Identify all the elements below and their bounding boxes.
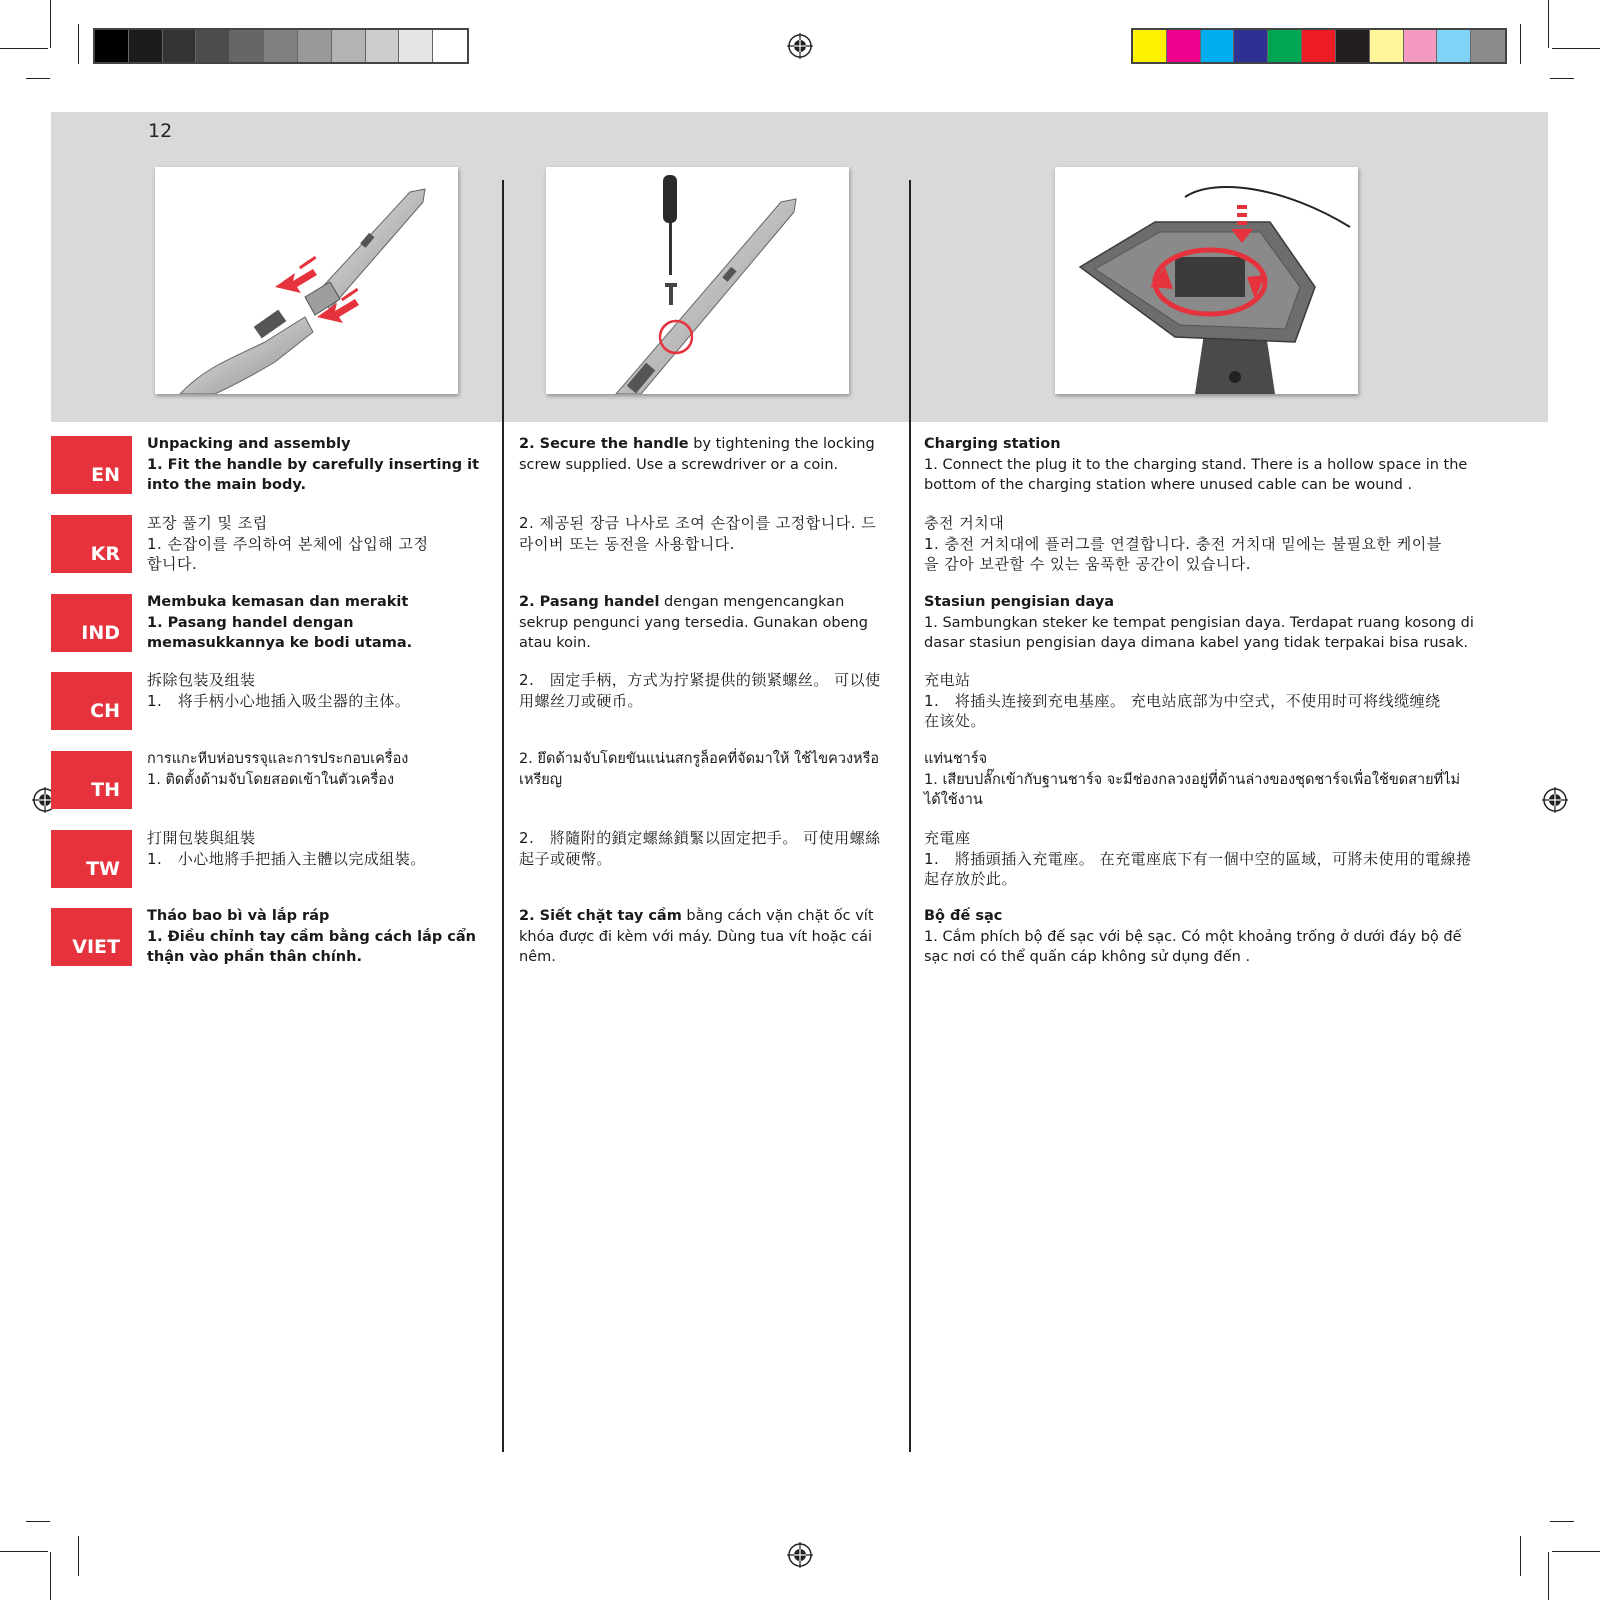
th-col1 — [147, 749, 492, 790]
tw-col3-body: 1. 將插頭插入充電座。 在充電座底下有一個中空的區域，可將未使用的電線捲起存放於此。 — [924, 849, 1472, 888]
en-col1-title: Unpacking and assembly — [147, 436, 351, 452]
ch-col2-body: 2. 固定手柄，方式为拧紧提供的锁紧螺丝。 可以使用螺丝刀或硬币。 — [519, 671, 881, 710]
en-col3 — [924, 434, 1484, 496]
gray-swatch — [264, 30, 298, 62]
color-swatch — [1404, 30, 1438, 62]
page-number: 12 — [148, 120, 173, 142]
kr-col1-title: 포장 풀기 및 조립 — [147, 514, 268, 532]
ch-col1 — [147, 670, 492, 711]
gray-swatch — [366, 30, 400, 62]
registration-mark-icon — [787, 33, 813, 59]
th-col1-title: การแกะหีบห่อบรรจุและการประกอบเครื่อง — [147, 751, 409, 767]
grayscale-swatch-bar — [93, 28, 469, 64]
gray-swatch — [196, 30, 230, 62]
color-swatch — [1302, 30, 1336, 62]
color-swatch — [1133, 30, 1167, 62]
ch-col3-title: 充电站 — [924, 671, 971, 689]
ch-col1-body: 1. 将手柄小心地插入吸尘器的主体。 — [147, 691, 411, 710]
en-col1-body: 1. Fit the handle by carefully inserting it into the main body. — [147, 456, 480, 493]
viet-col2-body: bằng cách vặn chặt ốc vít khóa được đi kèm với máy. Dùng tua vít hoặc cái nêm. — [519, 908, 874, 965]
ind-col3-title: Stasiun pengisian daya — [924, 594, 1115, 610]
crop-mark — [1520, 24, 1521, 64]
viet-col2-lead: 2. Siết chặt tay cầm — [519, 908, 682, 924]
crop-mark — [1520, 1536, 1521, 1576]
crop-mark — [1552, 1551, 1600, 1552]
ind-col3 — [924, 592, 1484, 654]
color-swatch — [1437, 30, 1471, 62]
gray-swatch — [399, 30, 433, 62]
viet-col3-title: Bộ đế sạc — [924, 908, 1003, 924]
viet-col3 — [924, 906, 1484, 968]
th-col3-body: 1. เสียบปลั๊กเข้ากับฐานชาร์จ จะมีช่องกลวงอยู่ที่ด้านล่างของชุดชาร์จเพื่อใช้ขดสายที่ไม่ได้ใช้งาน — [924, 771, 1461, 808]
viet-col1-title: Tháo bao bì và lắp ráp — [147, 908, 330, 924]
tw-col2 — [519, 828, 889, 869]
th-col3-title: แท่นชาร์จ — [924, 751, 988, 767]
color-swatch — [1268, 30, 1302, 62]
color-swatch — [1336, 30, 1370, 62]
kr-col1 — [147, 513, 437, 575]
tw-col1 — [147, 828, 492, 869]
color-swatch — [1471, 30, 1505, 62]
figure-handle-insert — [155, 167, 458, 394]
color-swatch — [1201, 30, 1235, 62]
viet-col2 — [519, 906, 897, 968]
lang-tab-en: EN — [51, 436, 132, 494]
color-swatch — [1167, 30, 1201, 62]
ind-col1-title: Membuka kemasan dan merakit — [147, 594, 409, 610]
crop-mark — [1552, 48, 1600, 49]
gray-swatch — [298, 30, 332, 62]
lang-tab-th: TH — [51, 751, 132, 809]
ch-col3-body: 1. 将插头连接到充电基座。 充电站底部为中空式，不使用时可将线缆缠绕在该处。 — [924, 691, 1441, 730]
crop-mark — [50, 0, 51, 48]
charging-station-illustration-icon — [1055, 167, 1358, 394]
registration-mark-icon — [1542, 787, 1568, 813]
screwdriver-lock-illustration-icon — [546, 167, 849, 394]
color-swatch-bar — [1131, 28, 1507, 64]
en-col3-body: 1. Connect the plug it to the charging stand. There is a hollow space in the bottom of the charging station where unused cable can be wound . — [924, 456, 1468, 493]
en-col2 — [519, 434, 897, 475]
gray-swatch — [433, 30, 467, 62]
ind-col2 — [519, 592, 897, 654]
ch-col3 — [924, 670, 1454, 732]
en-col3-title: Charging station — [924, 436, 1061, 452]
ch-col2 — [519, 670, 889, 711]
en-col2-body: by tightening the locking screw supplied. Use a screwdriver or a coin. — [519, 436, 875, 473]
tw-col3-title: 充電座 — [924, 829, 971, 847]
ch-col1-title: 拆除包装及组装 — [147, 671, 256, 689]
tw-col1-title: 打開包裝與組裝 — [147, 829, 256, 847]
ind-col1 — [147, 592, 492, 654]
kr-col3-body: 1. 충전 거치대에 플러그를 연결합니다. 충전 거치대 밑에는 불필요한 케이블을 감아 보관할 수 있는 움푹한 공간이 있습니다. — [924, 534, 1442, 573]
crop-mark — [1548, 1552, 1549, 1600]
crop-mark — [1550, 1521, 1574, 1522]
gray-swatch — [163, 30, 197, 62]
column-divider — [909, 180, 911, 1452]
gray-swatch — [332, 30, 366, 62]
color-swatch — [1370, 30, 1404, 62]
crop-mark — [50, 1552, 51, 1600]
lang-tab-viet: VIET — [51, 908, 132, 966]
th-col2 — [519, 749, 889, 790]
viet-col1-body: 1. Điều chỉnh tay cầm bằng cách lắp cẩn thận vào phần thân chính. — [147, 928, 477, 965]
kr-col3 — [924, 513, 1454, 575]
viet-col3-body: 1. Cắm phích bộ đế sạc với bệ sạc. Có một khoảng trống ở dưới đáy bộ đế sạc nơi có thể quấn cáp không sử dụng đến . — [924, 928, 1462, 965]
color-swatch — [1234, 30, 1268, 62]
lang-tab-ind: IND — [51, 594, 132, 652]
crop-mark — [0, 48, 48, 49]
handle-insert-illustration-icon — [155, 167, 458, 394]
th-col2-body: 2. ยึดด้ามจับโดยขันแน่นสกรูล็อคที่จัดมาให้ ใช้ไขควงหรือเหรียญ — [519, 751, 880, 788]
column-divider — [502, 180, 504, 1452]
kr-col2 — [519, 513, 879, 554]
ind-col3-body: 1. Sambungkan steker ke tempat pengisian daya. Terdapat ruang kosong di dasar stasiun pengisian daya dimana kabel yang tidak terpakai bisa rusak. — [924, 614, 1474, 651]
crop-mark — [1548, 0, 1549, 48]
crop-mark — [1550, 78, 1574, 79]
figure-charging-station — [1055, 167, 1358, 394]
tw-col1-body: 1. 小心地將手把插入主體以完成組裝。 — [147, 849, 426, 868]
ind-col2-body: dengan mengencangkan sekrup pengunci yang tersedia. Gunakan obeng atau koin. — [519, 594, 868, 651]
gray-swatch — [129, 30, 163, 62]
gray-swatch — [230, 30, 264, 62]
crop-mark — [26, 78, 50, 79]
ind-col2-lead: 2. Pasang handel — [519, 594, 660, 610]
th-col3 — [924, 749, 1464, 811]
lang-tab-kr: KR — [51, 515, 132, 573]
figure-screwdriver — [546, 167, 849, 394]
crop-mark — [78, 1536, 79, 1576]
en-col1 — [147, 434, 492, 496]
tw-col3 — [924, 828, 1484, 890]
ind-col1-body: 1. Pasang handel dengan memasukkannya ke bodi utama. — [147, 614, 413, 651]
tw-col2-body: 2. 將隨附的鎖定螺絲鎖緊以固定把手。 可使用螺絲起子或硬幣。 — [519, 829, 881, 868]
kr-col3-title: 충전 거치대 — [924, 514, 1005, 532]
crop-mark — [78, 24, 79, 64]
crop-mark — [0, 1551, 48, 1552]
th-col1-body: 1. ติดตั้งด้ามจับโดยสอดเข้าในตัวเครื่อง — [147, 771, 395, 788]
kr-col1-body: 1. 손잡이를 주의하여 본체에 삽입해 고정합니다. — [147, 534, 429, 573]
registration-mark-icon — [787, 1542, 813, 1568]
en-col2-lead: 2. Secure the handle — [519, 436, 689, 452]
crop-mark — [26, 1521, 50, 1522]
gray-swatch — [95, 30, 129, 62]
lang-tab-tw: TW — [51, 830, 132, 888]
lang-tab-ch: CH — [51, 672, 132, 730]
viet-col1 — [147, 906, 492, 968]
kr-col2-body: 2. 제공된 장금 나사로 조여 손잡이를 고정합니다. 드라이버 또는 동전을 사용합니다. — [519, 514, 877, 553]
